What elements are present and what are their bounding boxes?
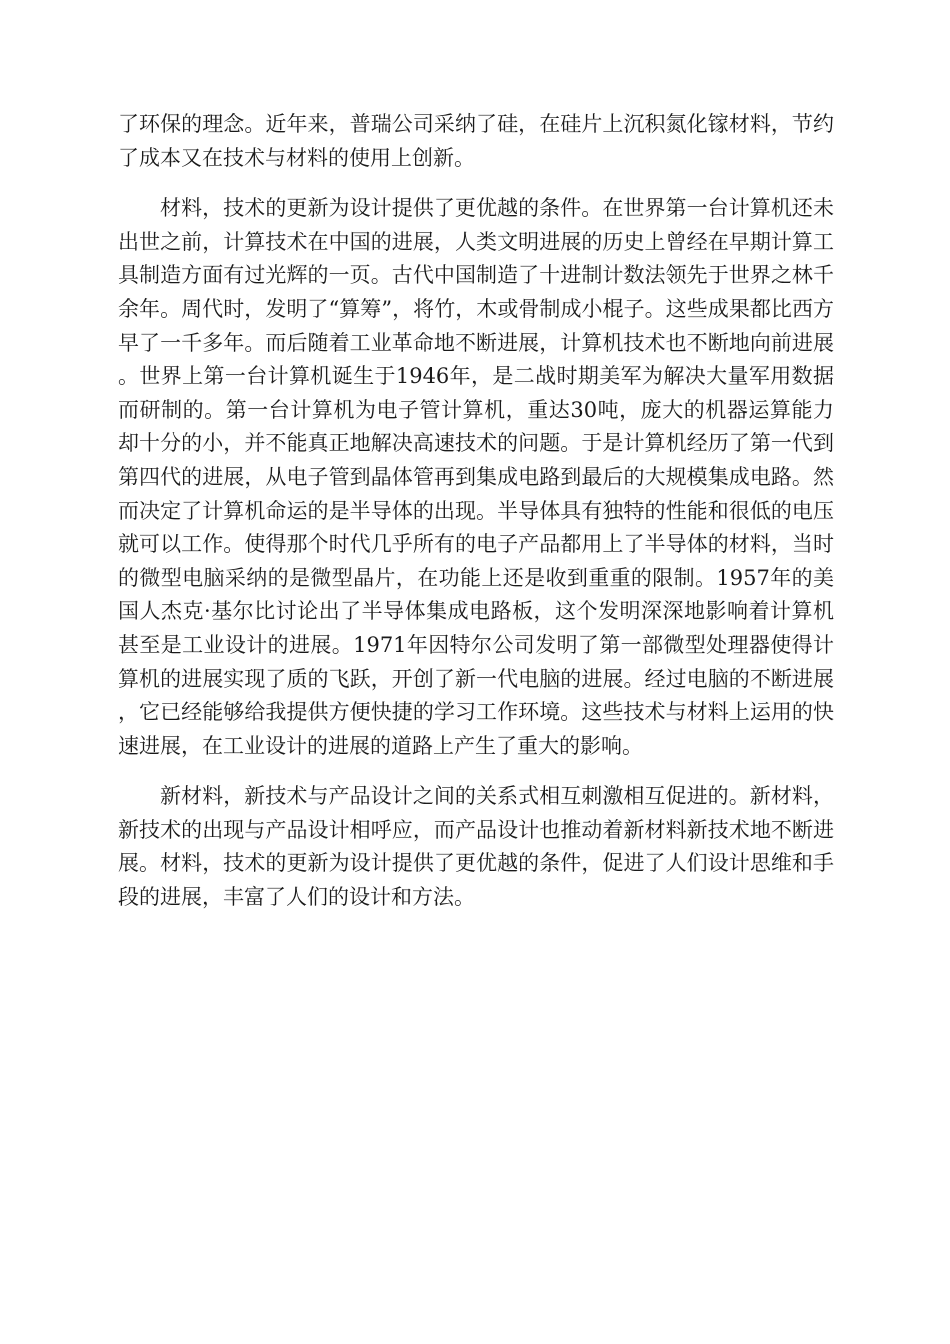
paragraph-1: 了环保的理念。近年来，普瑞公司采纳了硅，在硅片上沉积氮化镓材料，节约了成本又在技术与材料的使用上创新。	[118, 112, 834, 170]
document-page	[118, 108, 834, 932]
paragraph-3: 新材料，新技术与产品设计之间的关系式相互刺激相互促进的。新材料，新技术的出现与产品设计相呼应，而产品设计也推动着新材料新技术地不断进展。材料，技术的更新为设计提供了更优越的条件，促进了人们设计思维和手段的进展，丰富了人们的设计和方法。	[118, 784, 834, 910]
paragraph-2: 材料，技术的更新为设计提供了更优越的条件。在世界第一台计算机还未出世之前，计算技术在中国的进展，人类文明进展的历史上曾经在早期计算工具制造方面有过光辉的一页。古代中国制造了十进制计数法领先于世界之林千余年。周代时，发明了“算筹”，将竹，木或骨制成小棍子。这些成果都比西方早了一千多年。而后随着工业革命地不断进展，计算机技术也不断地向前进展。世界上第一台计算机诞生于1946年，是二战时期美军为解决大量军用数据而研制的。第一台计算机为电子管计算机，重达30吨，庞大的机器运算能力却十分的小，并不能真正地解决高速技术的问题。于是计算机经历了第一代到第四代的进展，从电子管到晶体管再到集成电路到最后的大规模集成电路。然而决定了计算机命运的是半导体的出现。半导体具有独特的性能和很低的电压就可以工作。使得那个时代几乎所有的电子产品都用上了半导体的材料，当时的微型电脑采纳的是微型晶片，在功能上还是收到重重的限制。1957年的美国人杰克·基尔比讨论出了半导体集成电路板，这个发明深深地影响着计算机甚至是工业设计的进展。1971年因特尔公司发明了第一部微型处理器使得计算机的进展实现了质的飞跃，开创了新一代电脑的进展。经过电脑的不断进展，它已经能够给我提供方便快捷的学习工作环境。这些技术与材料上运用的快速进展，在工业设计的进展的道路上产生了重大的影响。	[118, 196, 834, 758]
